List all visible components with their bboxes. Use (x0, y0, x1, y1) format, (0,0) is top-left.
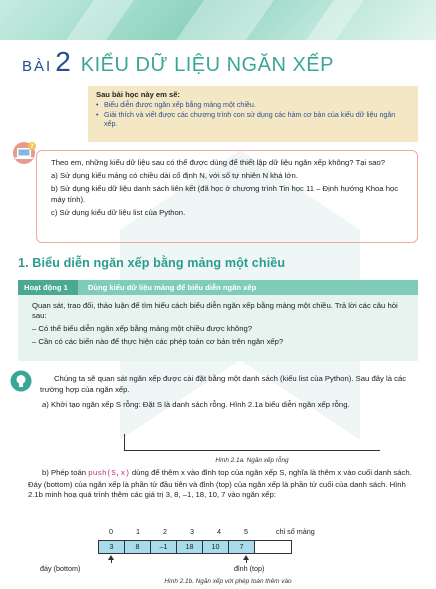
top-label: đỉnh (top) (234, 564, 265, 573)
array-index: 4 (217, 527, 221, 536)
stack-cell: 8 (125, 541, 151, 553)
header-stripe (176, 0, 274, 40)
figure-caption-b: Hình 2.1b. Ngăn xếp với phép toán thêm vào (164, 578, 292, 585)
header-band (0, 0, 436, 40)
goal-item: • Giải thích và viết được các chương trình con sử dụng các hàm cơ bản của kiểu dữ liệu ngăn xếp. (96, 111, 410, 130)
array-index: 1 (136, 527, 140, 536)
learning-goals-box (88, 86, 418, 142)
stack-cell: –1 (151, 541, 177, 553)
activity-question: – Cần có các biến nào để thực hiện các phép toán cơ bản trên ngăn xếp? (32, 337, 284, 347)
activity-label: Hoạt động 1 (18, 280, 78, 295)
array-index: 2 (163, 527, 167, 536)
section-heading: 1. Biểu diễn ngăn xếp bằng mảng một chiều (18, 256, 286, 270)
starter-question-box (36, 150, 418, 243)
code-push: push(S,x) (88, 470, 130, 478)
top-arrow-stem (246, 559, 247, 563)
stack-cell: 10 (203, 541, 229, 553)
case-b-rest: dùng để thêm x vào đỉnh top của ngăn xếp S, nghĩa là thêm x vào cuối danh sách. Đáy (bottom) của ngăn xếp là phần tử đầu tiên và đỉnh (top) của ngăn xếp là phần tử cuối của danh sách. Hình 2.1b minh hoạ quá trình thêm các giá trị 3, 8, –1, 18, 10, 7 vào ngăn xếp: (28, 468, 412, 499)
header-stripe (306, 0, 364, 40)
goal-item: • Biểu diễn được ngăn xếp bằng mảng một chiều. (96, 101, 410, 111)
case-a-text: a) Khởi tạo ngăn xếp S rỗng: Đặt S là danh sách rỗng. Hình 2.1a biểu diễn ngăn xếp rỗng. (42, 399, 350, 409)
lesson-title (22, 44, 334, 76)
lightbulb-icon (10, 370, 32, 392)
stack-array (98, 540, 292, 554)
stack-cell: 3 (99, 541, 125, 553)
laptop-question-icon (12, 141, 38, 165)
lesson-prefix: BÀI (22, 58, 53, 75)
array-index: 0 (109, 527, 113, 536)
content-intro: Chúng ta sẽ quan sát ngăn xếp được cài đặt bằng một danh sách (kiểu list của Python). Sau đây là các trường hợp của ngăn xếp. (40, 374, 407, 394)
activity-title: Dùng kiểu dữ liệu mảng để biểu diễn ngăn xếp (87, 283, 257, 292)
lesson-title-text: KIỂU DỮ LIỆU NGĂN XẾP (80, 54, 334, 76)
figure-caption-a: Hình 2.1a. Ngăn xếp rỗng (215, 457, 289, 464)
stack-cell: 18 (177, 541, 203, 553)
bottom-arrow-stem (111, 559, 112, 563)
starter-option: c) Sử dụng kiểu dữ liệu list của Python. (51, 207, 186, 217)
starter-option: b) Sử dụng kiểu dữ liệu danh sách liên kết (đã học ở chương trình Tin học 11 – Định hướng Khoa học máy tính). (51, 184, 399, 204)
index-label: chỉ số mảng (276, 527, 315, 536)
stack-cell: 7 (229, 541, 255, 553)
stack-bottom-edge (124, 434, 125, 450)
case-b-text (28, 468, 422, 501)
activity-body (18, 295, 418, 361)
goals-title: Sau bài học này em sẽ: (96, 90, 180, 99)
stack-push-figure (40, 527, 398, 577)
lesson-number: 2 (55, 46, 71, 77)
starter-question: Theo em, những kiểu dữ liệu sau có thể được dùng để thiết lập dữ liệu ngăn xếp không? Tại sao? (51, 158, 386, 167)
activity-question: – Có thể biểu diễn ngăn xếp bằng mảng một chiều được không? (32, 324, 253, 334)
activity-header (18, 280, 418, 295)
array-index: 3 (190, 527, 194, 536)
svg-text:?: ? (30, 143, 34, 150)
stack-base-line (124, 450, 380, 451)
empty-stack-figure (124, 434, 380, 454)
bottom-label: đáy (bottom) (40, 564, 81, 573)
activity-intro: Quan sát, trao đổi, thảo luận để tìm hiểu cách biểu diễn ngăn xếp bằng mảng một chiều. Trả lời các câu hỏi sau: (32, 301, 398, 321)
stack-cell-empty (255, 541, 291, 553)
header-stripe (66, 0, 134, 40)
case-b-prefix: b) Phép toán (42, 468, 89, 477)
starter-option: a) Sử dụng kiểu mảng có chiều dài cố định N, với số tự nhiên N khá lớn. (51, 171, 298, 180)
array-index: 5 (244, 527, 248, 536)
